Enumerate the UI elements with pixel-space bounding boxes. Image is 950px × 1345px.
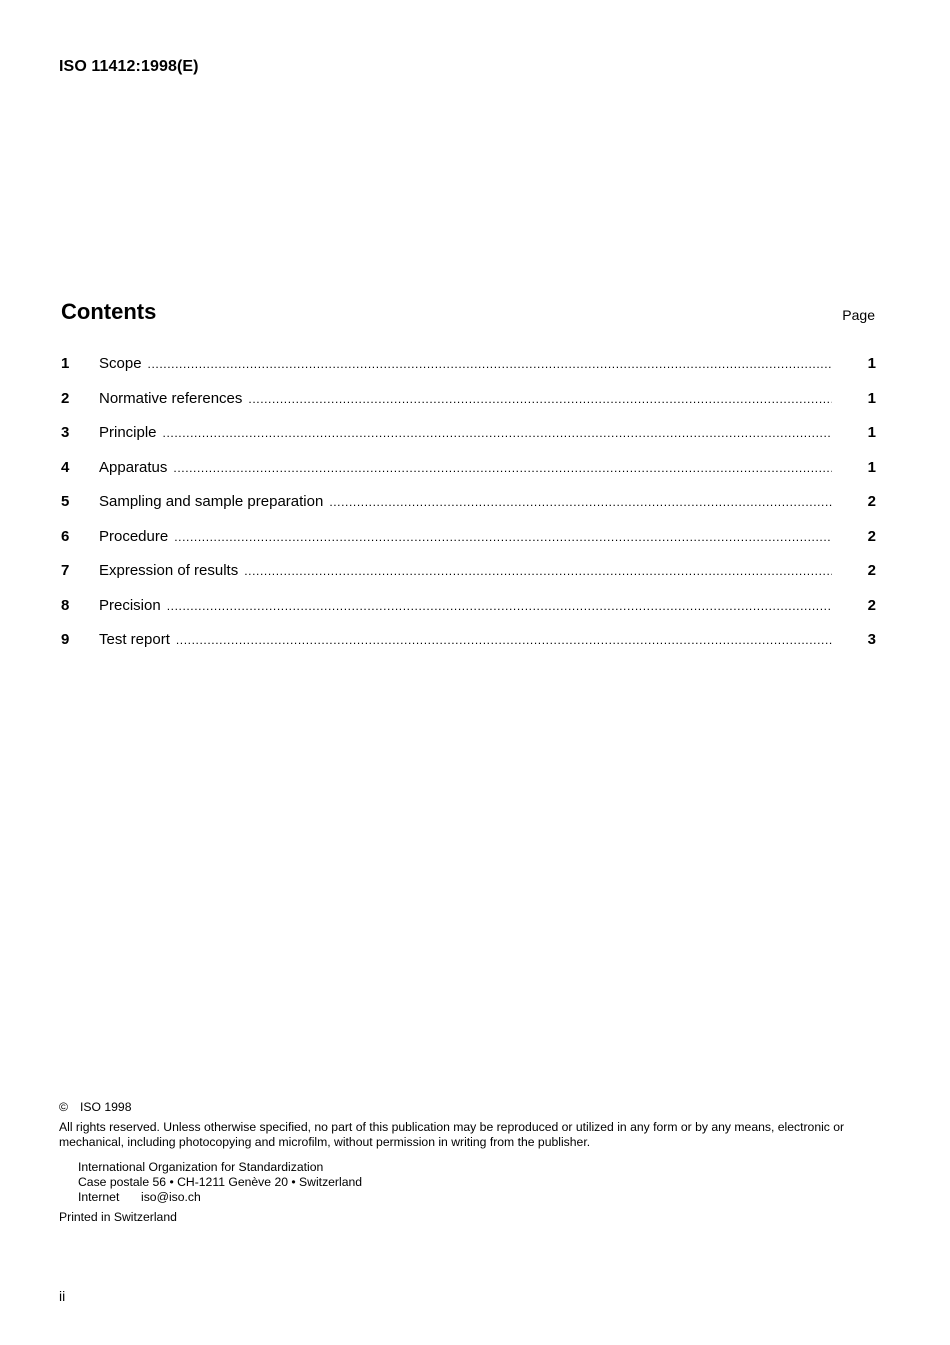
internet-label: Internet	[78, 1190, 120, 1204]
toc-entry-title: Test report	[99, 631, 170, 648]
toc-entry-page: 1	[867, 424, 876, 441]
postal-address: Case postale 56 • CH-1211 Genève 20 • Switzerland	[78, 1175, 363, 1189]
dot-leader	[329, 495, 832, 509]
dot-leader	[174, 530, 832, 544]
toc-entry-page: 2	[867, 562, 876, 579]
toc-entry-number: 9	[61, 631, 70, 648]
publisher-address	[59, 1160, 879, 1205]
internet-email[interactable]: iso@iso.ch	[141, 1190, 201, 1204]
dot-leader	[248, 392, 832, 406]
dot-leader	[244, 564, 832, 578]
rights-statement: All rights reserved. Unless otherwise specified, no part of this publication may be reproduced or utilized in any form or by any means, electronic or mechanical, including photocopying and microfilm, without permission in writing from the publisher.	[59, 1120, 845, 1149]
contents-title: Contents	[61, 299, 157, 324]
toc-entry-page: 2	[867, 596, 876, 614]
toc-entry-page: 1	[867, 458, 876, 476]
copyright-block	[59, 1100, 879, 1225]
dot-leader	[148, 357, 832, 371]
dot-leader	[176, 633, 832, 647]
internet-contact	[78, 1190, 879, 1205]
toc-entry-title: Sampling and sample preparation	[99, 493, 324, 510]
copyright-icon: ©	[59, 1100, 68, 1114]
toc-entry-test-report[interactable]	[61, 631, 876, 666]
printed-location: Printed in Switzerland	[59, 1210, 177, 1224]
toc-entry-precision[interactable]	[61, 597, 876, 632]
dot-leader	[167, 599, 832, 613]
toc-entry-expression-of-results[interactable]	[61, 562, 876, 597]
copyright-notice: ISO 1998	[79, 1100, 132, 1114]
toc-entry-title: Normative references	[99, 389, 243, 407]
toc-entry-number: 4	[61, 458, 70, 476]
toc-entry-number: 2	[61, 389, 70, 407]
toc-entry-title: Procedure	[99, 527, 169, 545]
copyright-line	[59, 1100, 879, 1115]
toc-entry-title: Scope	[99, 355, 142, 372]
toc-entry-page: 2	[867, 527, 876, 545]
toc-entry-number: 5	[61, 493, 70, 510]
toc-entry-number: 7	[61, 562, 70, 579]
document-header-standard-id: ISO 11412:1998(E)	[59, 58, 199, 75]
toc-entry-page: 3	[867, 631, 876, 648]
toc-entry-sampling[interactable]	[61, 493, 876, 528]
page-number: ii	[59, 1288, 66, 1304]
organization-name: International Organization for Standardization	[78, 1160, 324, 1174]
toc-entry-title: Expression of results	[99, 562, 239, 579]
toc-entry-number: 6	[61, 527, 70, 545]
page-column-label: Page	[842, 307, 875, 323]
toc-entry-title: Precision	[99, 596, 161, 614]
toc-entry-apparatus[interactable]	[61, 459, 876, 494]
table-of-contents	[61, 355, 876, 666]
toc-entry-page: 1	[867, 389, 876, 407]
toc-entry-procedure[interactable]	[61, 528, 876, 563]
toc-entry-scope[interactable]	[61, 355, 876, 390]
dot-leader	[163, 426, 832, 440]
toc-entry-principle[interactable]	[61, 424, 876, 459]
dot-leader	[173, 461, 832, 475]
toc-entry-title: Apparatus	[99, 458, 168, 476]
toc-entry-title: Principle	[99, 424, 157, 441]
toc-entry-number: 1	[61, 355, 70, 372]
toc-entry-number: 8	[61, 596, 70, 614]
toc-entry-page: 2	[867, 493, 876, 510]
toc-entry-page: 1	[867, 355, 876, 372]
toc-entry-normative-references[interactable]	[61, 390, 876, 425]
toc-entry-number: 3	[61, 424, 70, 441]
